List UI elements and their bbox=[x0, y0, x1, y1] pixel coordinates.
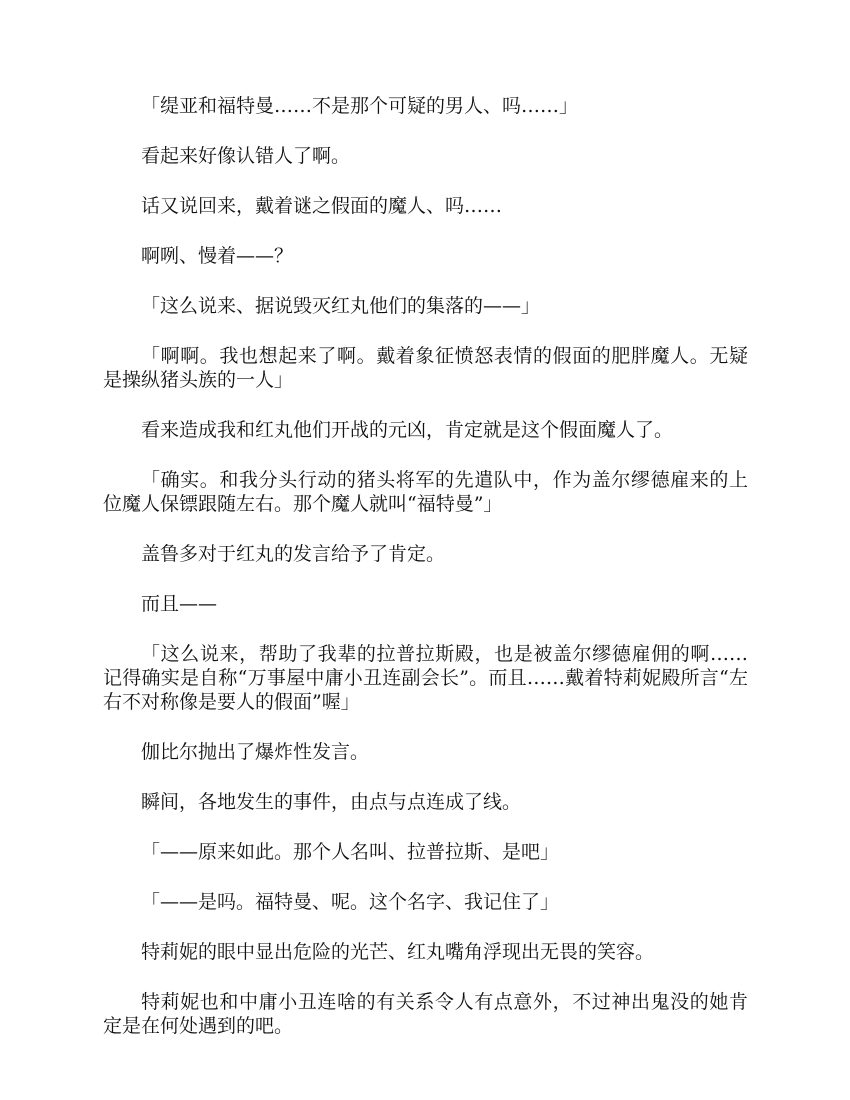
paragraph: 啊咧、慢着——？ bbox=[141, 245, 294, 267]
paragraph: 「确实。和我分头行动的猪头将军的先遣队中，作为盖尔缪德雇来的上位魔人保镖跟随左右。那个魔人就叫“福特曼”」 bbox=[103, 469, 748, 515]
paragraph: 话又说回来，戴着谜之假面的魔人、吗…… bbox=[141, 195, 503, 217]
paragraph: 「啊啊。我也想起来了啊。戴着象征愤怒表情的假面的肥胖魔人。无疑是操纵猪头族的一人」 bbox=[103, 345, 748, 391]
paragraph: 盖鲁多对于红丸的发言给予了肯定。 bbox=[141, 543, 446, 565]
paragraph: 「这么说来，帮助了我辈的拉普拉斯殿，也是被盖尔缪德雇佣的啊……记得确实是自称“万事屋中庸小丑连副会长”。而且……戴着特莉妮殿所言“左右不对称像是要人的假面”喔」 bbox=[103, 643, 748, 713]
paragraph: 看来造成我和红丸他们开战的元凶，肯定就是这个假面魔人了。 bbox=[141, 419, 674, 441]
paragraph: 看起来好像认错人了啊。 bbox=[141, 145, 351, 167]
paragraph: 「这么说来、据说毁灭红丸他们的集落的——」 bbox=[141, 295, 541, 317]
paragraph: 特莉妮的眼中显出危险的光芒、红丸嘴角浮现出无畏的笑容。 bbox=[141, 941, 655, 963]
paragraph: 「——是吗。福特曼、呢。这个名字、我记住了」 bbox=[141, 891, 560, 913]
paragraph: 瞬间，各地发生的事件，由点与点连成了线。 bbox=[141, 791, 522, 813]
paragraph: 而且—— bbox=[141, 593, 218, 615]
document-page bbox=[103, 94, 748, 1064]
paragraph: 特莉妮也和中庸小丑连啥的有关系令人有点意外，不过神出鬼没的她肯定是在何处遇到的吧。 bbox=[103, 991, 748, 1037]
paragraph: 伽比尔抛出了爆炸性发言。 bbox=[141, 741, 370, 763]
paragraph: 「缇亚和福特曼……不是那个可疑的男人、吗……」 bbox=[141, 95, 579, 117]
paragraph: 「——原来如此。那个人名叫、拉普拉斯、是吧」 bbox=[141, 841, 560, 863]
